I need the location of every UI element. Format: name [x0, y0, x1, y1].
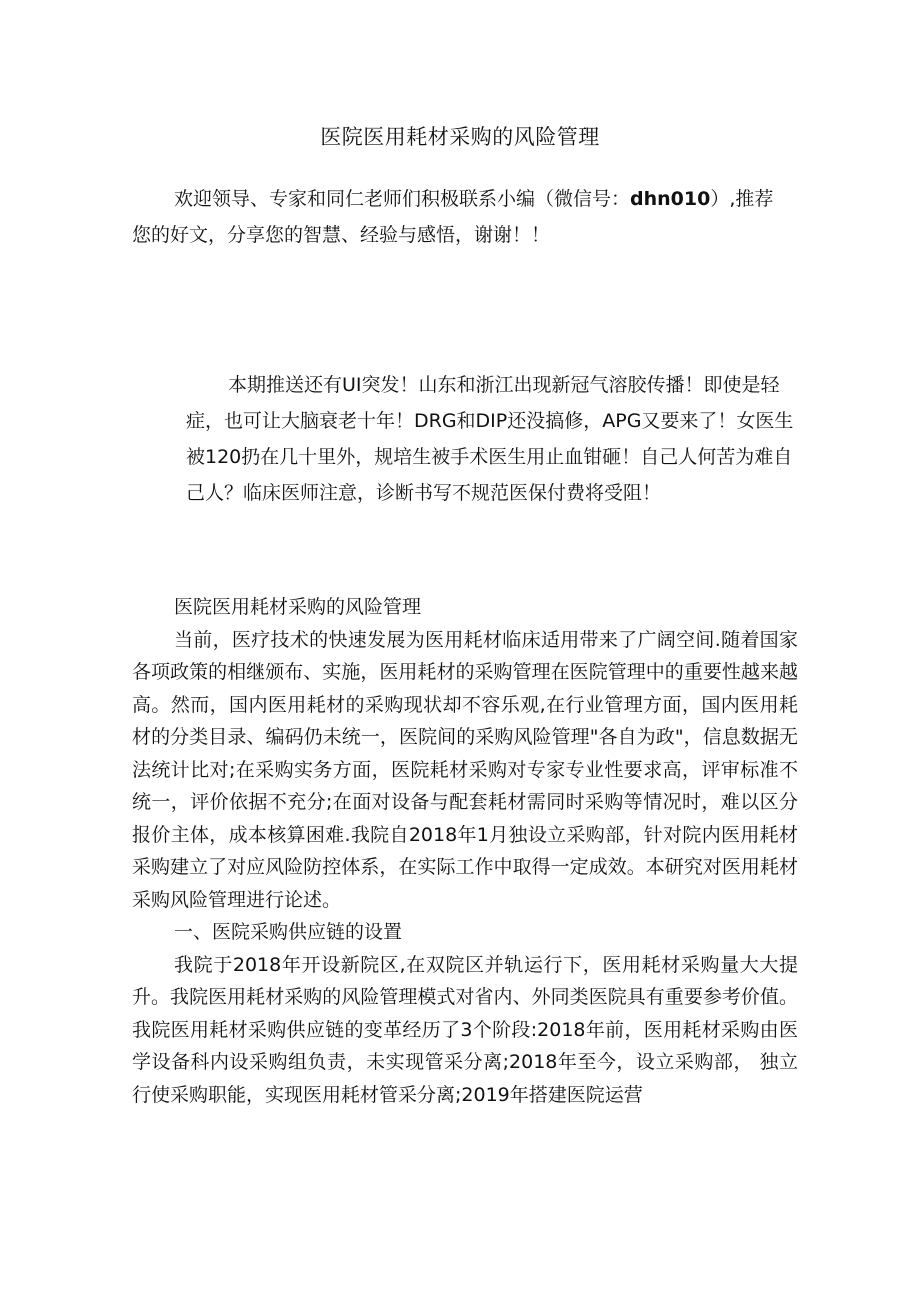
intro-paragraph [132, 181, 792, 253]
document-title: 医院医用耗材采购的风险管理 [320, 125, 600, 149]
article-heading: 医院医用耗材采购的风险管理 [174, 596, 422, 618]
wechat-id: dhn010 [630, 188, 711, 210]
intro-text-before: 欢迎领导、专家和同仁老师们积极联系小编（微信号： [174, 188, 631, 210]
article-paragraph-2: 我院于2018年开设新院区,在双院区并轨运行下，医用耗材采购量大大提升。我院医用耗材采购的风险管理模式对省内、外同类医院具有重要参考价值。我院医用耗材采购供应链的变革经历了3个阶段:2018年前，医用耗材采购由医学设备科内设采购组负责，未实现管采分离;2018年至今，设立采购部， 独立行使采购职能，实现医用耗材管采分离;2019年搭建医院运营 [132, 953, 798, 1106]
promo-paragraph: 本期推送还有UI突发！山东和浙江出现新冠气溶胶传播！即使是轻症，也可让大脑衰老十年！DRG和DIP还没搞修，APG又要来了！女医生被120扔在几十里外，规培生被手术医生用止血钳砸！自己人何苦为难自己人？临床医师注意，诊断书写不规范医保付费将受阻！ [186, 374, 794, 504]
article-body [132, 591, 798, 1111]
section-1-heading: 一、医院采购供应链的设置 [174, 921, 403, 943]
article-paragraph-1: 当前，医疗技术的快速发展为医用耗材临床适用带来了广阔空间.随着国家各项政策的相继颁布、实施，医用耗材的采购管理在医院管理中的重要性越来越高。然而，国内医用耗材的采购现状却不容乐观,在行业管理方面，国内医用耗材的分类目录、编码仍未统一，医院间的采购风险管理"各自为政"，信息数据无法统计比对;在采购实务方面，医院耗材采购对专家专业性要求高，评审标准不统一，评价依据不充分;在面对设备与配套耗材需同时采购等情况时，难以区分报价主体，成本核算困难.我院自2018年1月独设立采购部，针对院内医用耗材采购建立了对应风险防控体系，在实际工作中取得一定成效。本研究对医用耗材采购风险管理进行论述。 [132, 628, 798, 911]
intro-text-after: ）,推荐您的好文，分享您的智慧、经验与感悟，谢谢！！ [132, 188, 774, 246]
